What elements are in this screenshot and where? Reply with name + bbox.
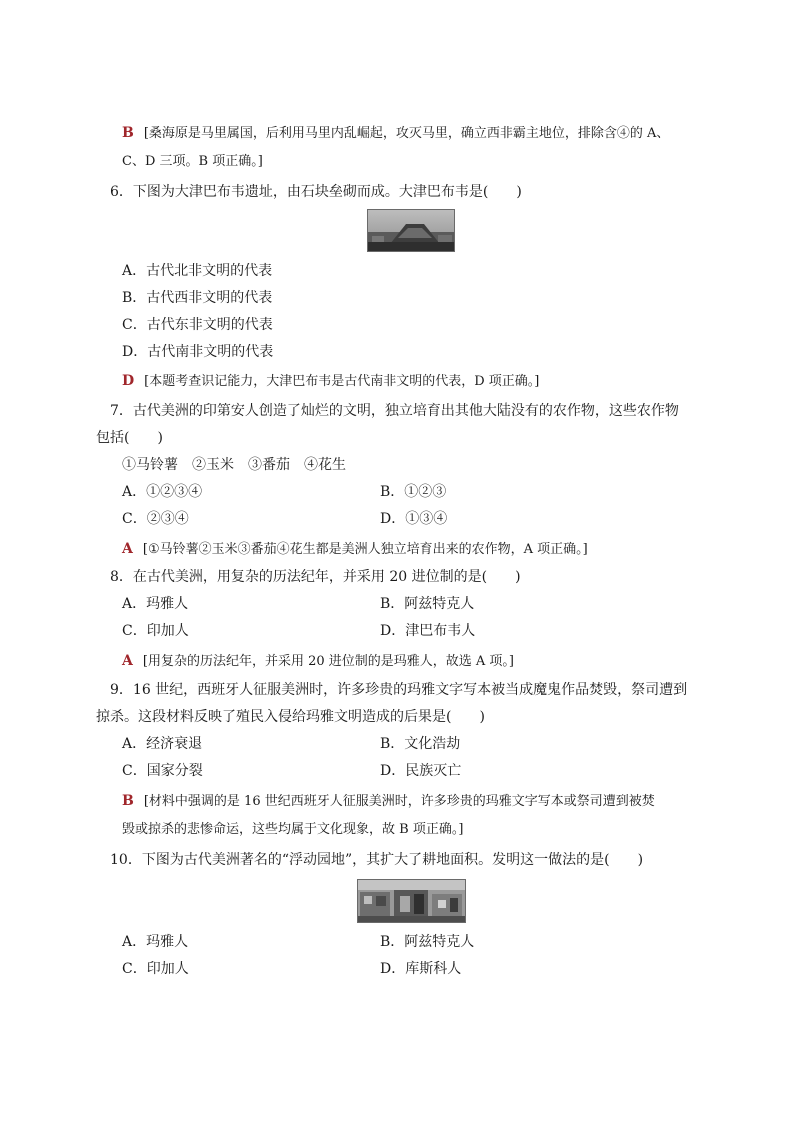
q10-stem: 10．下图为古代美洲著名的“浮动园地”，其扩大了耕地面积。发明这一做法的是( ) [110, 852, 644, 868]
q7-stem-line2: 包括( ) [96, 430, 163, 446]
q7-stem-line1: 7．古代美洲的印第安人创造了灿烂的文明，独立培育出其他大陆没有的农作物，这些农作物 [110, 403, 679, 419]
q10-figure-floating-garden [357, 879, 466, 923]
q8-explanation [122, 652, 514, 671]
q7-explanation [122, 540, 588, 559]
q6-explanation [122, 372, 539, 391]
q8-option-d: D．津巴布韦人 [380, 623, 476, 639]
q9-option-c: C．国家分裂 [122, 763, 203, 779]
q7-answer-letter: A [122, 541, 133, 557]
q6-option-d: D．古代南非文明的代表 [122, 344, 274, 360]
q7-explanation-text: [①马铃薯②玉米③番茄④花生都是美洲人独立培育出来的农作物，A 项正确。] [142, 542, 588, 557]
q6-option-c: C．古代东非文明的代表 [122, 317, 273, 333]
q6-answer-letter: D [122, 373, 135, 389]
q7-option-d: D．①③④ [380, 511, 448, 527]
q8-option-b: B．阿兹特克人 [380, 596, 475, 612]
q6-explanation-text: [本题考查识记能力，大津巴布韦是古代南非文明的代表，D 项正确。] [144, 374, 540, 389]
q6-option-b: B．古代西非文明的代表 [122, 290, 273, 306]
q7-items: ①马铃薯 ②玉米 ③番茄 ④花生 [122, 457, 346, 473]
q10-option-c: C．印加人 [122, 961, 189, 977]
q9-option-a: A．经济衰退 [122, 736, 203, 752]
q6-option-a: A．古代北非文明的代表 [122, 263, 273, 279]
q9-option-d: D．民族灭亡 [380, 763, 462, 779]
q9-stem-line2: 掠杀。这段材料反映了殖民入侵给玛雅文明造成的后果是( ) [96, 709, 485, 725]
q8-option-c: C．印加人 [122, 623, 189, 639]
q9-explanation-line2: 毁或掠杀的悲惨命运，这些均属于文化现象，故 B 项正确。] [122, 822, 464, 837]
q5-explanation-text1: [桑海原是马里属国，后利用马里内乱崛起，攻灭马里，确立西非霸主地位，排除含④的 A、 [143, 126, 670, 141]
q9-explanation-text1: [材料中强调的是 16 世纪西班牙人征服美洲时，许多珍贵的玛雅文字写本或祭司遭到被焚 [143, 794, 655, 809]
q10-option-a: A．玛雅人 [122, 934, 189, 950]
q8-explanation-text: [用复杂的历法纪年，并采用 20 进位制的是玛雅人，故选 A 项。] [142, 654, 514, 669]
q7-option-b: B．①②③ [380, 484, 447, 500]
q5-explanation-line1 [122, 124, 669, 143]
q6-stem: 6．下图为大津巴布韦遗址，由石块垒砌而成。大津巴布韦是( ) [110, 184, 522, 200]
q9-answer-letter: B [122, 793, 134, 809]
q9-explanation-line1 [122, 792, 655, 811]
q10-option-d: D．库斯科人 [380, 961, 462, 977]
q9-option-b: B．文化浩劫 [380, 736, 461, 752]
q7-option-c: C．②③④ [122, 511, 189, 527]
q8-option-a: A．玛雅人 [122, 596, 189, 612]
q9-stem-line1: 9．16 世纪，西班牙人征服美洲时，许多珍贵的玛雅文字写本被当成魔鬼作品焚毁，祭司遭到 [110, 682, 688, 698]
q8-stem: 8．在古代美洲，用复杂的历法纪年，并采用 20 进位制的是( ) [110, 569, 521, 585]
q10-option-b: B．阿兹特克人 [380, 934, 475, 950]
q5-explanation-line2: C、D 三项。B 项正确。] [122, 154, 263, 169]
q5-answer-letter: B [122, 125, 134, 141]
q8-answer-letter: A [122, 653, 133, 669]
q7-option-a: A．①②③④ [122, 484, 203, 500]
q6-figure-great-zimbabwe [367, 209, 455, 252]
